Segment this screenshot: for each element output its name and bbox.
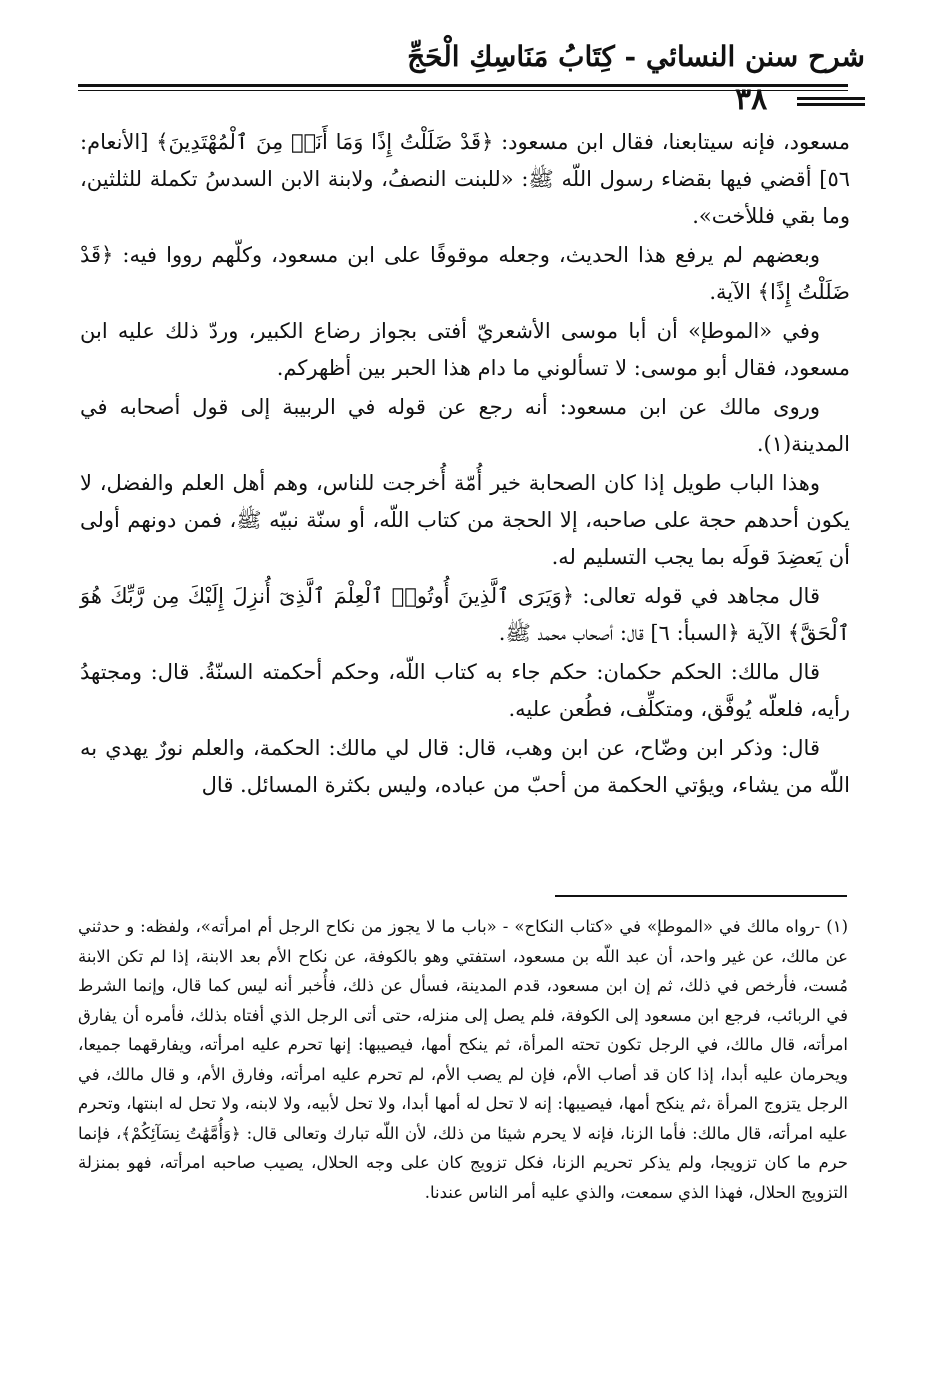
- paragraph: وروى مالك عن ابن مسعود: أنه رجع عن قوله في الربيبة إلى قول أصحابه في المدينة(١).: [80, 395, 850, 456]
- paragraph: وبعضهم لم يرفع هذا الحديث، وجعله موقوفًا على ابن مسعود، وكلّهم رووا فيه: ﴿قَدْ ضَلَلْتُ إِذًا﴾ الآية.: [80, 243, 850, 304]
- running-header-title: شرح سنن النسائي - كِتَابُ مَنَاسِكِ الْحَجِّ: [407, 40, 865, 73]
- paragraph: مسعود، فإنه سيتابعنا، فقال ابن مسعود: ﴿قَدْ ضَلَلْتُ إِذًا وَمَا أَنَا۠ مِنَ ٱلْمُهْتَدِينَ﴾ [الأنعام: ٥٦] أقضي فيها بقضاء رسول اللّه ﷺ: «للبنت النصفُ، ولابنة الابن السدسُ تكملة للثلثين، وما بقي فللأخت».: [80, 130, 850, 228]
- page-number: ٣٨: [735, 82, 768, 117]
- header-rule-thin: [78, 90, 848, 91]
- paragraph: قال مجاهد في قوله تعالى: ﴿وَيَرَى ٱلَّذِينَ أُوتُوا۟ ٱلْعِلْمَ ٱلَّذِىٓ أُنزِلَ إِلَيْكَ مِن رَّبِّكَ هُوَ ٱلْحَقَّ﴾ الآية ﴿السبأ: ٦] قال: أصحاب محمد ﷺ.: [80, 584, 850, 645]
- footnote-text: (١) -رواه مالك في «الموطإ» في «كتاب النكاح» - «باب ما لا يجوز من نكاح الرجل أم امرأته»، ولفظه: و حدثني عن مالك، عن غير واحد، أن عبد اللّه بن مسعود، استفتي وهو بالكوفة، عن نكاح الأم بعد الابنة، إذا لم تكن الابنة مُست، فأرخص في ذلك، ثم إن ابن مسعود، قدم المدينة، فسأل عن ذلك، فأُخبر أنه ليس كما قال، وإنما الشرط في الربائب، فرجع ابن مسعود إلى الكوفة، فلم يصل إلى منزله، حتى أتى الرجل الذي أفتاه بذلك، فأمره أن يفارق امرأته، قال مالك، في الرجل تكون تحته المرأة، ثم ينكح أمها، فيصيبها: إنها تحرم عليه امرأته، ويفارقهما جميعا، ويحرمان عليه أبدا، إذا كان قد أصاب الأم، فإن لم يصب الأم، لم تحرم عليه امرأته، وفارق الأم، و قال مالك، في الرجل يتزوج المرأة ،ثم ينكح أمها، فيصيبها: إنه لا تحل له أمها أبدا، ولا تحل لأبيه، ولا لابنه، ولا تحل له ابنتها، وتحرم عليه امرأته، قال مالك: فأما الزنا، فإنه لا يحرم شيئا من ذلك، لأن اللّه تبارك وتعالى قال: ﴿وَأُمَّهَٰتُ نِسَآئِكُمْ﴾، فإنما حرم ما كان تزويجا، ولم يذكر تحريم الزنا، فكل تزويج كان على وجه الحلال، يصيب صاحبه امرأته، فهو بمنزلة التزويج الحلال، فهذا الذي سمعت، والذي عليه أمر الناس عندنا.: [78, 917, 848, 1202]
- footnote-separator: [555, 895, 847, 897]
- header-rule-thick: [78, 84, 848, 87]
- paragraph: وهذا الباب طويل إذا كان الصحابة خير أُمّة أُخرجت للناس، وهم أهل العلم والفضل، لا يكون أحدهم حجة على صاحبه، إلا الحجة من كتاب اللّه، أو سنّة نبيّه ﷺ، فمن دونهم أولى أن يَعضِدَ قولَه بما يجب التسليم له.: [80, 471, 850, 569]
- paragraph: وفي «الموطإ» أن أبا موسى الأشعريّ أفتى بجواز رضاع الكبير، وردّ ذلك عليه ابن مسعود، فقال أبو موسى: لا تسألوني ما دام هذا الحبر بين أظهركم.: [80, 319, 850, 380]
- footnote: [78, 912, 848, 1207]
- paragraph: قال مالك: الحكم حكمان: حكم جاء به كتاب اللّه، وحكم أحكمته السنّةُ. قال: ومجتهدُ رأيه، فلعلّه يُوفَّق، ومتكلِّف، فطُعن عليه.: [80, 660, 850, 721]
- page-number-rule-bottom: [797, 103, 865, 106]
- page-number-rule-top: [797, 97, 865, 100]
- main-text: [80, 124, 850, 806]
- paragraph: قال: وذكر ابن وضّاح، عن ابن وهب، قال: قال لي مالك: الحكمة، والعلم نورٌ يهدي به اللّه من يشاء، ويؤتي الحكمة من أحبّ من عباده، وليس بكثرة المسائل. قال: [80, 736, 850, 797]
